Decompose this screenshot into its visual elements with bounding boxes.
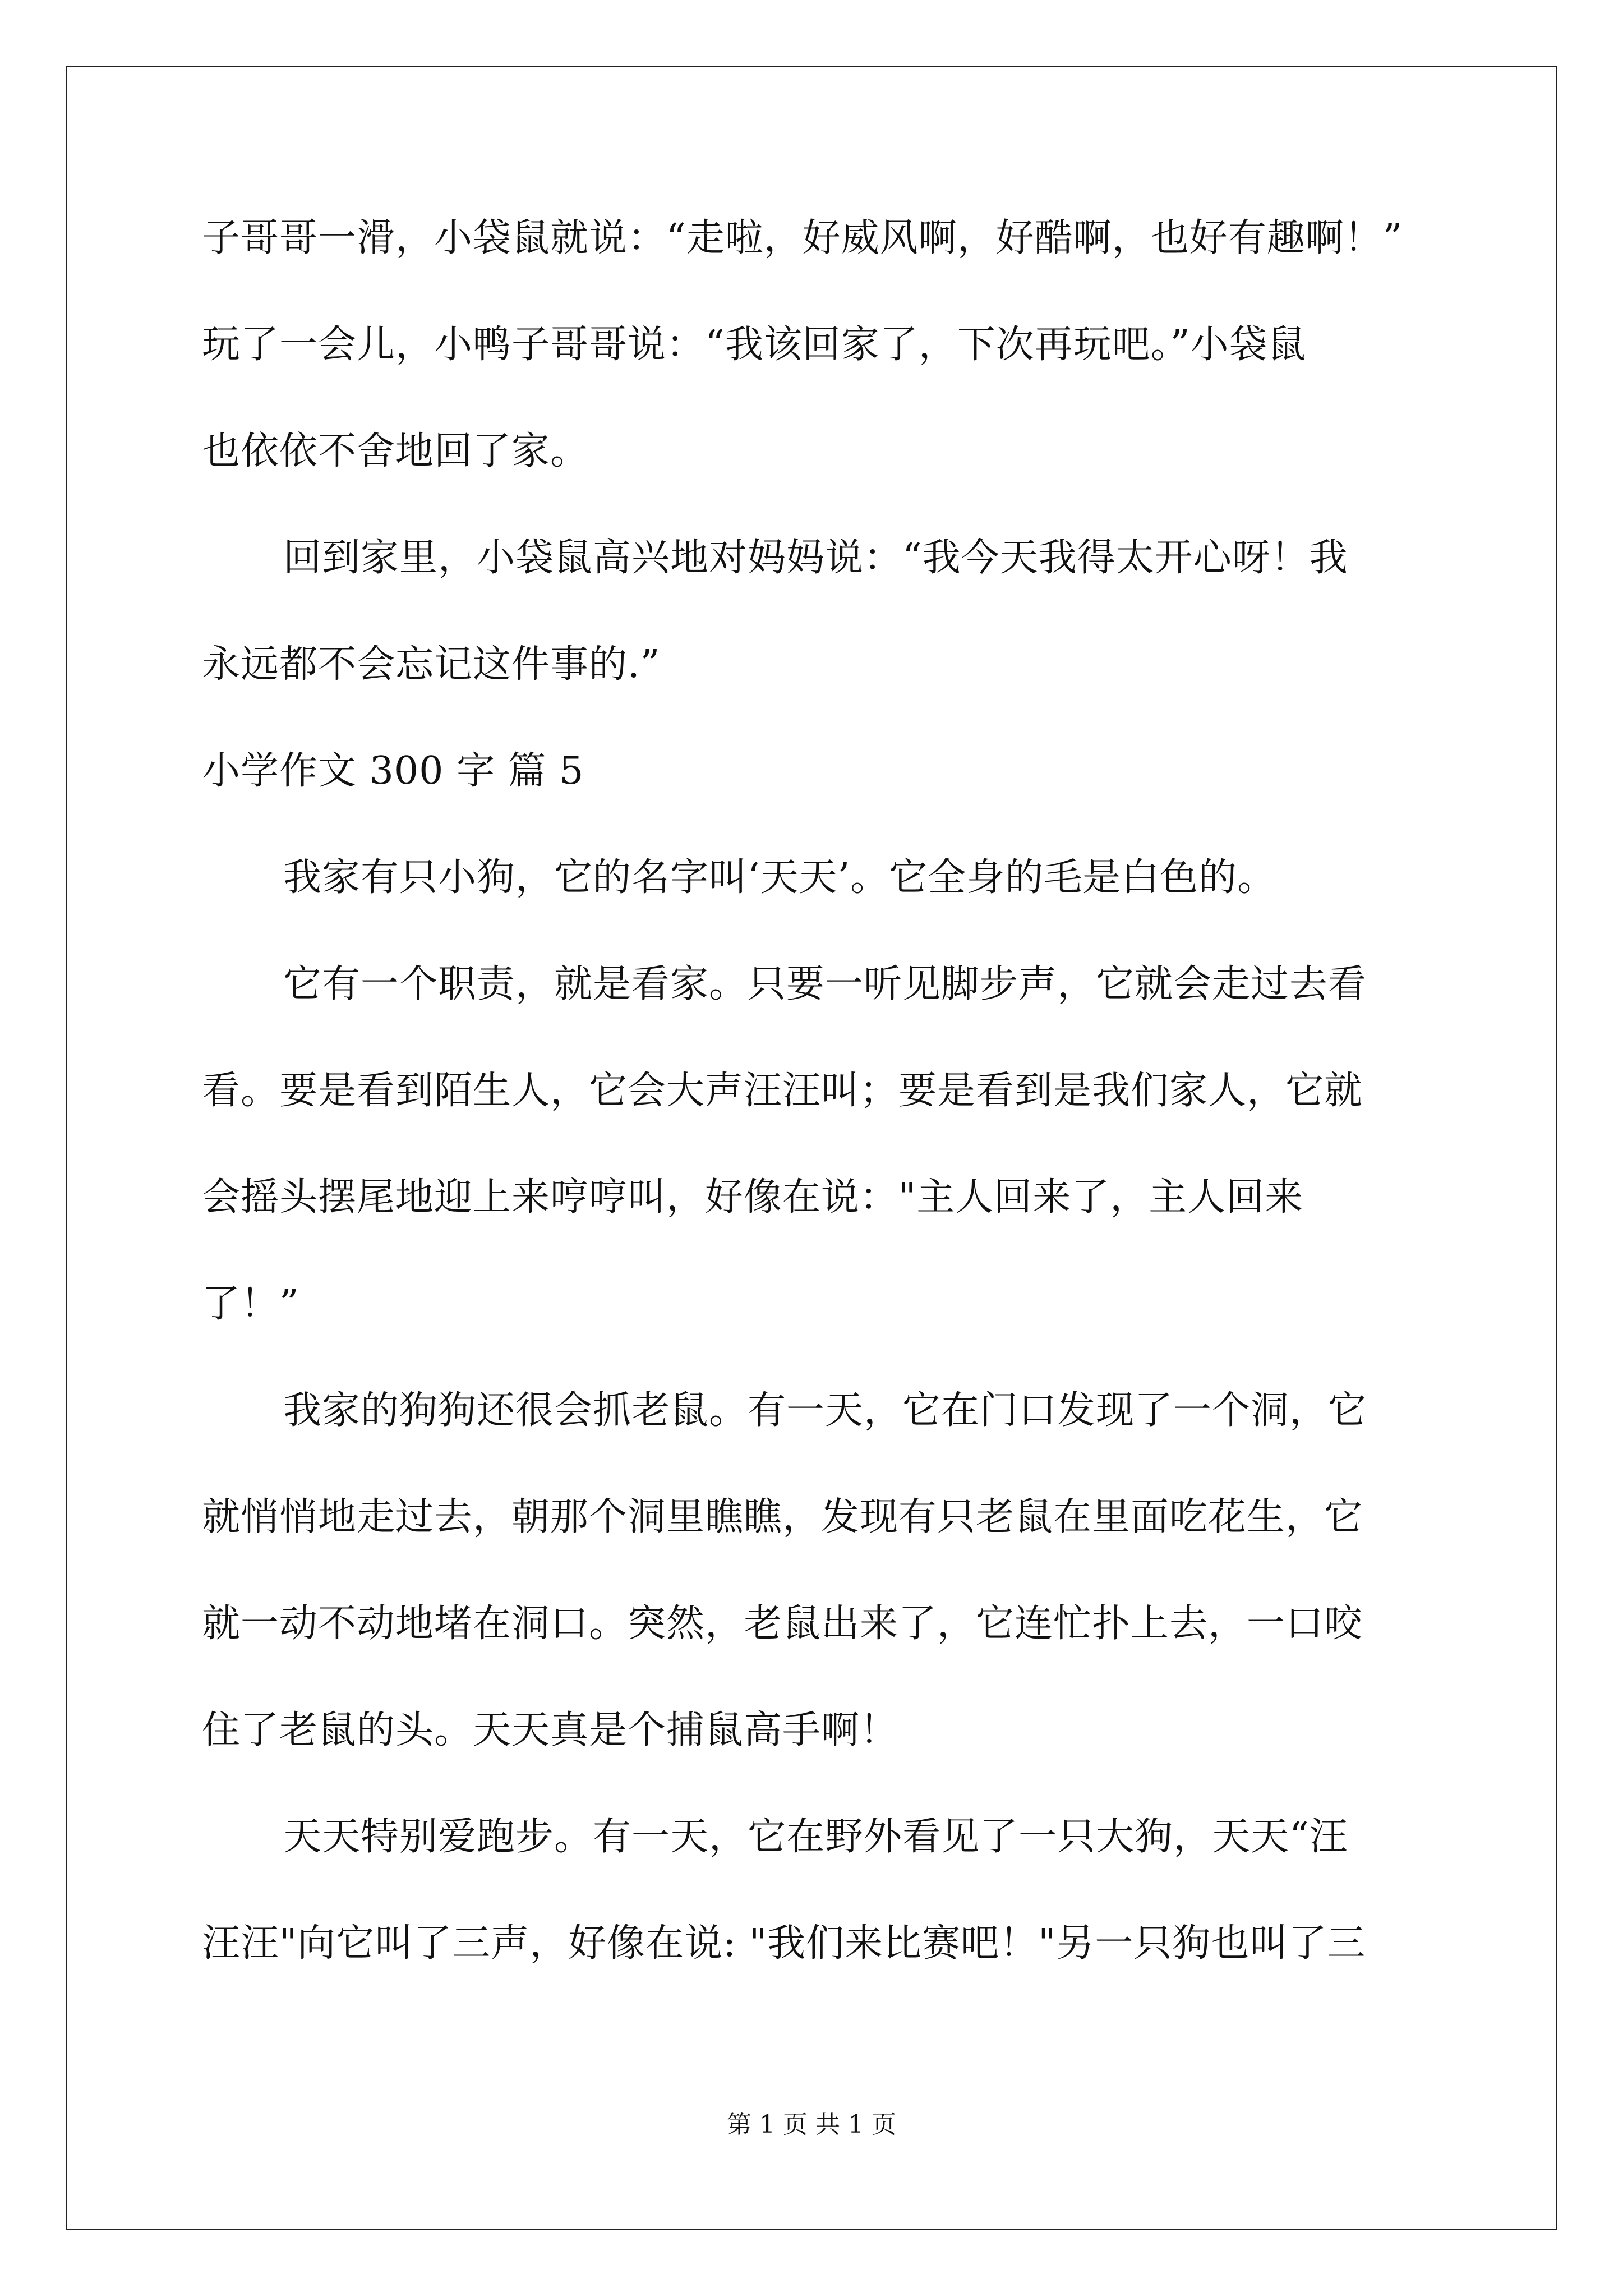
text-line: 看。要是看到陌生人，它会大声汪汪叫；要是看到是我们家人，它就 — [202, 1069, 1363, 1113]
paragraph-first-line: 它有一个职责，就是看家。只要一听见脚步声，它就会走过去看 — [283, 962, 1367, 1006]
paragraph-first-line: 回到家里，小袋鼠高兴地对妈妈说：“我今天我得太开心呀！我 — [283, 536, 1348, 580]
text-line: 就悄悄地走过去，朝那个洞里瞧瞧，发现有只老鼠在里面吃花生，它 — [202, 1495, 1363, 1539]
text-line: 就一动不动地堵在洞口。突然，老鼠出来了，它连忙扑上去，一口咬 — [202, 1602, 1363, 1646]
page-footer: 第 1 页 共 1 页 — [727, 2110, 896, 2139]
text-line: 子哥哥一滑，小袋鼠就说：“走啦，好威风啊，好酷啊，也好有趣啊！” — [202, 216, 1403, 260]
text-line: 会摇头摆尾地迎上来哼哼叫，好像在说："主人回来了，主人回来 — [202, 1175, 1304, 1220]
text-line: 玩了一会儿，小鸭子哥哥说：“我该回家了，下次再玩吧。”小袋鼠 — [202, 323, 1307, 367]
text-line: 永远都不会忘记这件事的.” — [202, 642, 661, 687]
paragraph-first-line: 我家的狗狗还很会抓老鼠。有一天，它在门口发现了一个洞，它 — [283, 1388, 1367, 1433]
text-line: 也依依不舍地回了家。 — [202, 429, 589, 473]
page-border — [66, 66, 1557, 2230]
text-line: 汪汪"向它叫了三声，好像在说: "我们来比赛吧！"另一只狗也叫了三 — [202, 1921, 1366, 1966]
text-line: 住了老鼠的头。天天真是个捕鼠高手啊！ — [202, 1708, 899, 1752]
paragraph-first-line: 我家有只小狗，它的名字叫‘天天’。它全身的毛是白色的。 — [283, 855, 1276, 900]
paragraph-first-line: 天天特别爱跑步。有一天，它在野外看见了一只大狗，天天“汪 — [283, 1815, 1348, 1859]
section-heading: 小学作文 300 字 篇 5 — [202, 749, 584, 793]
text-line: 了！” — [202, 1282, 299, 1326]
